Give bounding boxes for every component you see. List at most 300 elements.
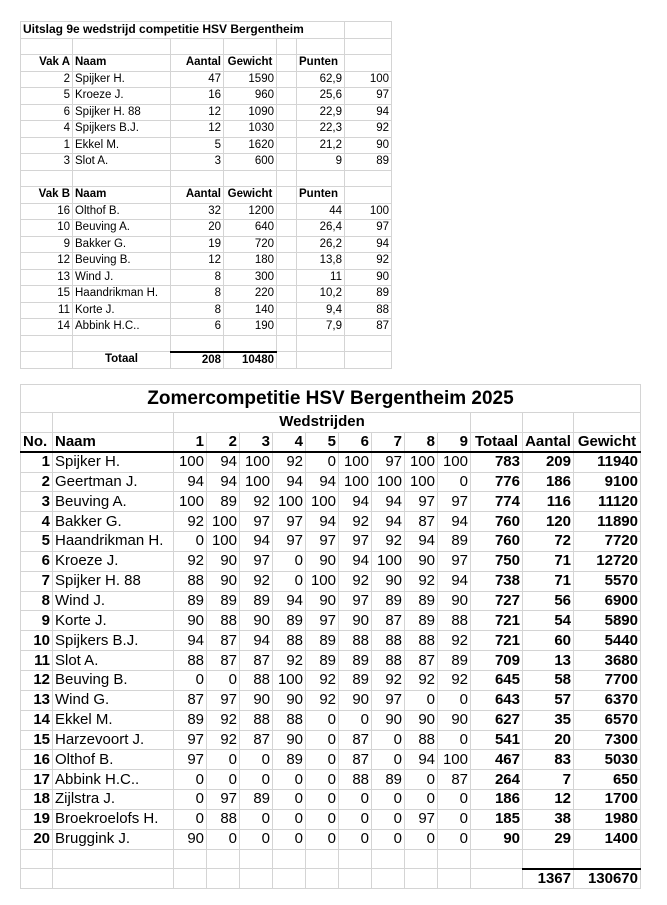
angler-name: Harzevoort J.: [53, 730, 174, 750]
competition-title: Zomercompetitie HSV Bergentheim 2025: [21, 385, 641, 413]
match-score: 94: [438, 571, 471, 591]
rank-number: 4: [21, 512, 53, 532]
empty-cell: [277, 220, 297, 237]
fish-count: 12: [171, 121, 224, 138]
empty-cell: [171, 170, 224, 187]
match-score: 100: [405, 472, 438, 492]
match-score: 0: [207, 770, 240, 790]
fish-count: 13: [523, 651, 574, 671]
table-row: [21, 690, 641, 710]
fish-count: 20: [171, 220, 224, 237]
weight-value: 5890: [574, 611, 641, 631]
column-header: 6: [339, 432, 372, 452]
match-score: 94: [273, 591, 306, 611]
weight-value: 11890: [574, 512, 641, 532]
empty-cell: [574, 413, 641, 433]
empty-cell: [277, 88, 297, 105]
sheet-title-row: [21, 22, 392, 39]
match-score: 87: [207, 631, 240, 651]
column-header: No.: [21, 432, 53, 452]
table-row: [21, 829, 641, 849]
match-score: 0: [273, 790, 306, 810]
table-row: [21, 512, 641, 532]
ranking-score: 92: [345, 121, 392, 138]
column-header: Vak A: [21, 55, 73, 72]
empty-cell: [345, 38, 392, 55]
points-value: 11: [297, 269, 345, 286]
empty-cell: [240, 869, 273, 889]
weight-value: 5030: [574, 750, 641, 770]
column-header: Vak B: [21, 187, 73, 204]
match-score: 90: [438, 591, 471, 611]
match-score: 0: [306, 790, 339, 810]
empty-cell: [277, 335, 297, 352]
match-score: 89: [174, 591, 207, 611]
ranking-score: 94: [345, 104, 392, 121]
angler-name: Ekkel M.: [53, 710, 174, 730]
empty-cell: [21, 413, 53, 433]
empty-cell: [53, 849, 174, 869]
total-score: 264: [471, 770, 523, 790]
weight-value: 1590: [224, 71, 277, 88]
fish-count: 6: [171, 319, 224, 336]
match-score: 87: [438, 770, 471, 790]
match-score: 87: [372, 611, 405, 631]
total-aantal: 208: [171, 352, 224, 369]
angler-name: Ekkel M.: [73, 137, 171, 154]
match-score: 97: [273, 512, 306, 532]
table-row: [21, 532, 641, 552]
match-score: 89: [240, 591, 273, 611]
match-score: 88: [273, 710, 306, 730]
rank-number: 5: [21, 532, 53, 552]
empty-cell: [277, 269, 297, 286]
weight-value: 140: [224, 302, 277, 319]
empty-cell: [345, 170, 392, 187]
empty-cell: [345, 335, 392, 352]
weight-value: 6900: [574, 591, 641, 611]
match-score: 0: [438, 790, 471, 810]
column-header: Naam: [73, 55, 171, 72]
fish-count: 35: [523, 710, 574, 730]
weight-value: 12720: [574, 551, 641, 571]
table-row: [21, 631, 641, 651]
fish-count: 20: [523, 730, 574, 750]
vak-number: 9: [21, 236, 73, 253]
match-score: 100: [174, 452, 207, 472]
weight-value: 7700: [574, 670, 641, 690]
match-score: 100: [306, 571, 339, 591]
match-score: 100: [240, 452, 273, 472]
vak-number: 16: [21, 203, 73, 220]
ranking-score: 90: [345, 269, 392, 286]
vak-number: 13: [21, 269, 73, 286]
ranking-score: 100: [345, 203, 392, 220]
match-score: 87: [240, 651, 273, 671]
empty-cell: [277, 38, 297, 55]
match-score: 100: [372, 551, 405, 571]
match-score: 100: [273, 670, 306, 690]
match-score: 89: [405, 591, 438, 611]
fish-count: 12: [171, 104, 224, 121]
column-header: 7: [372, 432, 405, 452]
match-score: 92: [273, 452, 306, 472]
match-score: 0: [174, 809, 207, 829]
match-score: 97: [240, 512, 273, 532]
rank-number: 6: [21, 551, 53, 571]
match-score: 0: [273, 809, 306, 829]
match-score: 94: [339, 551, 372, 571]
points-value: 22,3: [297, 121, 345, 138]
rank-number: 3: [21, 492, 53, 512]
match-score: 97: [438, 492, 471, 512]
match-score: 88: [240, 670, 273, 690]
match-score: 0: [207, 829, 240, 849]
match-score: 97: [405, 809, 438, 829]
match-score: 92: [174, 551, 207, 571]
match-score: 0: [306, 730, 339, 750]
weight-value: 300: [224, 269, 277, 286]
match-score: 94: [174, 631, 207, 651]
vak-number: 3: [21, 154, 73, 171]
fish-count: 16: [171, 88, 224, 105]
match-score: 88: [339, 770, 372, 790]
angler-name: Wind J.: [73, 269, 171, 286]
empty-cell: [372, 849, 405, 869]
table-row: [21, 770, 641, 790]
match-score: 100: [240, 472, 273, 492]
empty-cell: [277, 253, 297, 270]
match-score: 92: [207, 710, 240, 730]
table-row: [21, 220, 392, 237]
match-score: 0: [438, 730, 471, 750]
total-score: 776: [471, 472, 523, 492]
table-row: [21, 710, 641, 730]
match-score: 100: [207, 532, 240, 552]
fish-count: 32: [171, 203, 224, 220]
fish-count: 60: [523, 631, 574, 651]
total-score: 727: [471, 591, 523, 611]
angler-name: Wind G.: [53, 690, 174, 710]
table-row: [21, 551, 641, 571]
subheader-row: [21, 413, 641, 433]
angler-name: Olthof B.: [73, 203, 171, 220]
empty-cell: [471, 413, 523, 433]
rank-number: 10: [21, 631, 53, 651]
table-row: [21, 452, 641, 472]
match-score: 88: [174, 571, 207, 591]
match-score: 92: [207, 730, 240, 750]
points-value: 25,6: [297, 88, 345, 105]
header-row: [21, 432, 641, 452]
match-score: 100: [438, 452, 471, 472]
fish-count: 120: [523, 512, 574, 532]
empty-cell: [345, 55, 392, 72]
match-score: 89: [438, 651, 471, 671]
empty-cell: [277, 104, 297, 121]
rank-number: 19: [21, 809, 53, 829]
column-header: 9: [438, 432, 471, 452]
match-score: 89: [273, 611, 306, 631]
empty-cell: [339, 849, 372, 869]
angler-name: Olthof B.: [53, 750, 174, 770]
match-score: 90: [339, 690, 372, 710]
match-score: 88: [405, 631, 438, 651]
vak-number: 1: [21, 137, 73, 154]
match-score: 0: [306, 809, 339, 829]
ranking-score: 87: [345, 319, 392, 336]
fish-count: 38: [523, 809, 574, 829]
table-row: [21, 286, 392, 303]
match-score: 100: [339, 472, 372, 492]
table-row: [21, 137, 392, 154]
column-header: Gewicht: [574, 432, 641, 452]
empty-cell: [471, 869, 523, 889]
weight-value: 1200: [224, 203, 277, 220]
match-score: 0: [174, 670, 207, 690]
match-score: 94: [207, 452, 240, 472]
match-score: 94: [405, 532, 438, 552]
column-header: 2: [207, 432, 240, 452]
weight-value: 190: [224, 319, 277, 336]
table-row: [21, 203, 392, 220]
match-score: 0: [240, 770, 273, 790]
match-score: 92: [306, 670, 339, 690]
column-header: 5: [306, 432, 339, 452]
match-score: 0: [273, 770, 306, 790]
vak-number: 2: [21, 71, 73, 88]
spacer-row: [21, 849, 641, 869]
match-score: 89: [372, 770, 405, 790]
weight-value: 5570: [574, 571, 641, 591]
column-header: Naam: [73, 187, 171, 204]
match-score: 87: [405, 651, 438, 671]
match-result-body: [21, 22, 392, 369]
fish-count: 209: [523, 452, 574, 472]
empty-cell: [277, 121, 297, 138]
empty-cell: [277, 319, 297, 336]
match-score: 92: [372, 670, 405, 690]
match-score: 0: [438, 690, 471, 710]
points-value: 22,9: [297, 104, 345, 121]
ranking-score: 88: [345, 302, 392, 319]
match-score: 88: [273, 631, 306, 651]
match-score: 100: [306, 492, 339, 512]
match-score: 0: [405, 829, 438, 849]
match-score: 92: [372, 532, 405, 552]
match-score: 97: [339, 591, 372, 611]
fish-count: 72: [523, 532, 574, 552]
match-score: 97: [372, 452, 405, 472]
empty-cell: [297, 335, 345, 352]
angler-name: Korte J.: [73, 302, 171, 319]
empty-cell: [240, 849, 273, 869]
angler-name: Spijker H.: [53, 452, 174, 472]
angler-name: Korte J.: [53, 611, 174, 631]
ranking-score: 92: [345, 253, 392, 270]
weight-value: 6370: [574, 690, 641, 710]
empty-cell: [171, 335, 224, 352]
rank-number: 7: [21, 571, 53, 591]
match-score: 88: [240, 710, 273, 730]
section-header-row: [21, 55, 392, 72]
match-score: 90: [372, 571, 405, 591]
match-score: 0: [405, 790, 438, 810]
rank-number: 20: [21, 829, 53, 849]
rank-number: 8: [21, 591, 53, 611]
total-label: Totaal: [73, 352, 171, 369]
match-score: 90: [174, 829, 207, 849]
angler-name: Bruggink J.: [53, 829, 174, 849]
match-score: 0: [207, 750, 240, 770]
vak-number: 4: [21, 121, 73, 138]
rank-number: 1: [21, 452, 53, 472]
match-score: 92: [174, 512, 207, 532]
match-score: 0: [339, 829, 372, 849]
empty-cell: [224, 335, 277, 352]
match-score: 87: [339, 750, 372, 770]
match-score: 94: [207, 472, 240, 492]
angler-name: Spijkers B.J.: [53, 631, 174, 651]
match-score: 0: [273, 829, 306, 849]
spacer-row: [21, 38, 392, 55]
match-result-sheet: [20, 21, 392, 369]
match-score: 97: [174, 730, 207, 750]
match-score: 92: [339, 512, 372, 532]
match-score: 0: [438, 809, 471, 829]
ranking-score: 97: [345, 220, 392, 237]
fish-count: 83: [523, 750, 574, 770]
fish-count: 58: [523, 670, 574, 690]
empty-cell: [21, 38, 73, 55]
empty-cell: [207, 849, 240, 869]
total-score: 90: [471, 829, 523, 849]
match-score: 97: [372, 690, 405, 710]
ranking-score: 100: [345, 71, 392, 88]
points-value: 13,8: [297, 253, 345, 270]
total-score: 750: [471, 551, 523, 571]
fish-count: 19: [171, 236, 224, 253]
table-row: [21, 71, 392, 88]
angler-name: Spijkers B.J.: [73, 121, 171, 138]
match-score: 89: [240, 790, 273, 810]
spacer-row: [21, 170, 392, 187]
table-row: [21, 790, 641, 810]
match-score: 0: [339, 710, 372, 730]
match-score: 0: [372, 730, 405, 750]
ranking-score: 90: [345, 137, 392, 154]
column-header: Aantal: [523, 432, 574, 452]
match-score: 92: [240, 571, 273, 591]
total-score: 721: [471, 611, 523, 631]
match-score: 90: [306, 591, 339, 611]
match-score: 0: [306, 452, 339, 472]
match-score: 89: [372, 591, 405, 611]
empty-cell: [277, 236, 297, 253]
table-row: [21, 492, 641, 512]
match-score: 89: [174, 710, 207, 730]
weight-value: 5440: [574, 631, 641, 651]
total-score: 738: [471, 571, 523, 591]
ranking-score: 94: [345, 236, 392, 253]
total-score: 467: [471, 750, 523, 770]
match-score: 94: [240, 532, 273, 552]
empty-cell: [174, 869, 207, 889]
total-score: 709: [471, 651, 523, 671]
empty-cell: [21, 352, 73, 369]
empty-cell: [297, 352, 345, 369]
empty-cell: [277, 302, 297, 319]
weight-value: 600: [224, 154, 277, 171]
table-row: [21, 651, 641, 671]
fish-count: 186: [523, 472, 574, 492]
empty-cell: [405, 869, 438, 889]
table-row: [21, 809, 641, 829]
match-score: 97: [207, 790, 240, 810]
match-score: 89: [273, 750, 306, 770]
weight-value: 220: [224, 286, 277, 303]
match-score: 0: [339, 809, 372, 829]
column-header: 1: [174, 432, 207, 452]
fish-count: 5: [171, 137, 224, 154]
rank-number: 18: [21, 790, 53, 810]
table-row: [21, 88, 392, 105]
fish-count: 29: [523, 829, 574, 849]
match-score: 97: [339, 532, 372, 552]
match-score: 0: [306, 710, 339, 730]
fish-count: 71: [523, 551, 574, 571]
match-score: 87: [174, 690, 207, 710]
match-score: 89: [339, 651, 372, 671]
empty-cell: [73, 335, 171, 352]
weight-value: 6570: [574, 710, 641, 730]
match-score: 0: [339, 790, 372, 810]
empty-cell: [277, 352, 297, 369]
rank-number: 17: [21, 770, 53, 790]
weight-value: 1090: [224, 104, 277, 121]
empty-cell: [372, 869, 405, 889]
points-value: 10,2: [297, 286, 345, 303]
spacer-row: [21, 335, 392, 352]
match-score: 87: [339, 730, 372, 750]
match-score: 90: [405, 551, 438, 571]
weight-value: 180: [224, 253, 277, 270]
table-row: [21, 730, 641, 750]
points-value: 9: [297, 154, 345, 171]
fish-count: 57: [523, 690, 574, 710]
match-score: 88: [438, 611, 471, 631]
vak-number: 14: [21, 319, 73, 336]
summer-competition-body: [21, 385, 641, 889]
grand-total-row: [21, 869, 641, 889]
empty-cell: [174, 849, 207, 869]
column-header: 3: [240, 432, 273, 452]
total-score: 760: [471, 512, 523, 532]
empty-cell: [438, 869, 471, 889]
column-header: Gewicht: [224, 55, 277, 72]
points-value: 26,2: [297, 236, 345, 253]
match-score: 87: [207, 651, 240, 671]
fish-count: 54: [523, 611, 574, 631]
match-score: 97: [174, 750, 207, 770]
points-value: 7,9: [297, 319, 345, 336]
match-score: 0: [240, 750, 273, 770]
weight-value: 1400: [574, 829, 641, 849]
weight-value: 1700: [574, 790, 641, 810]
table-row: [21, 253, 392, 270]
weight-value: 720: [224, 236, 277, 253]
angler-name: Slot A.: [73, 154, 171, 171]
